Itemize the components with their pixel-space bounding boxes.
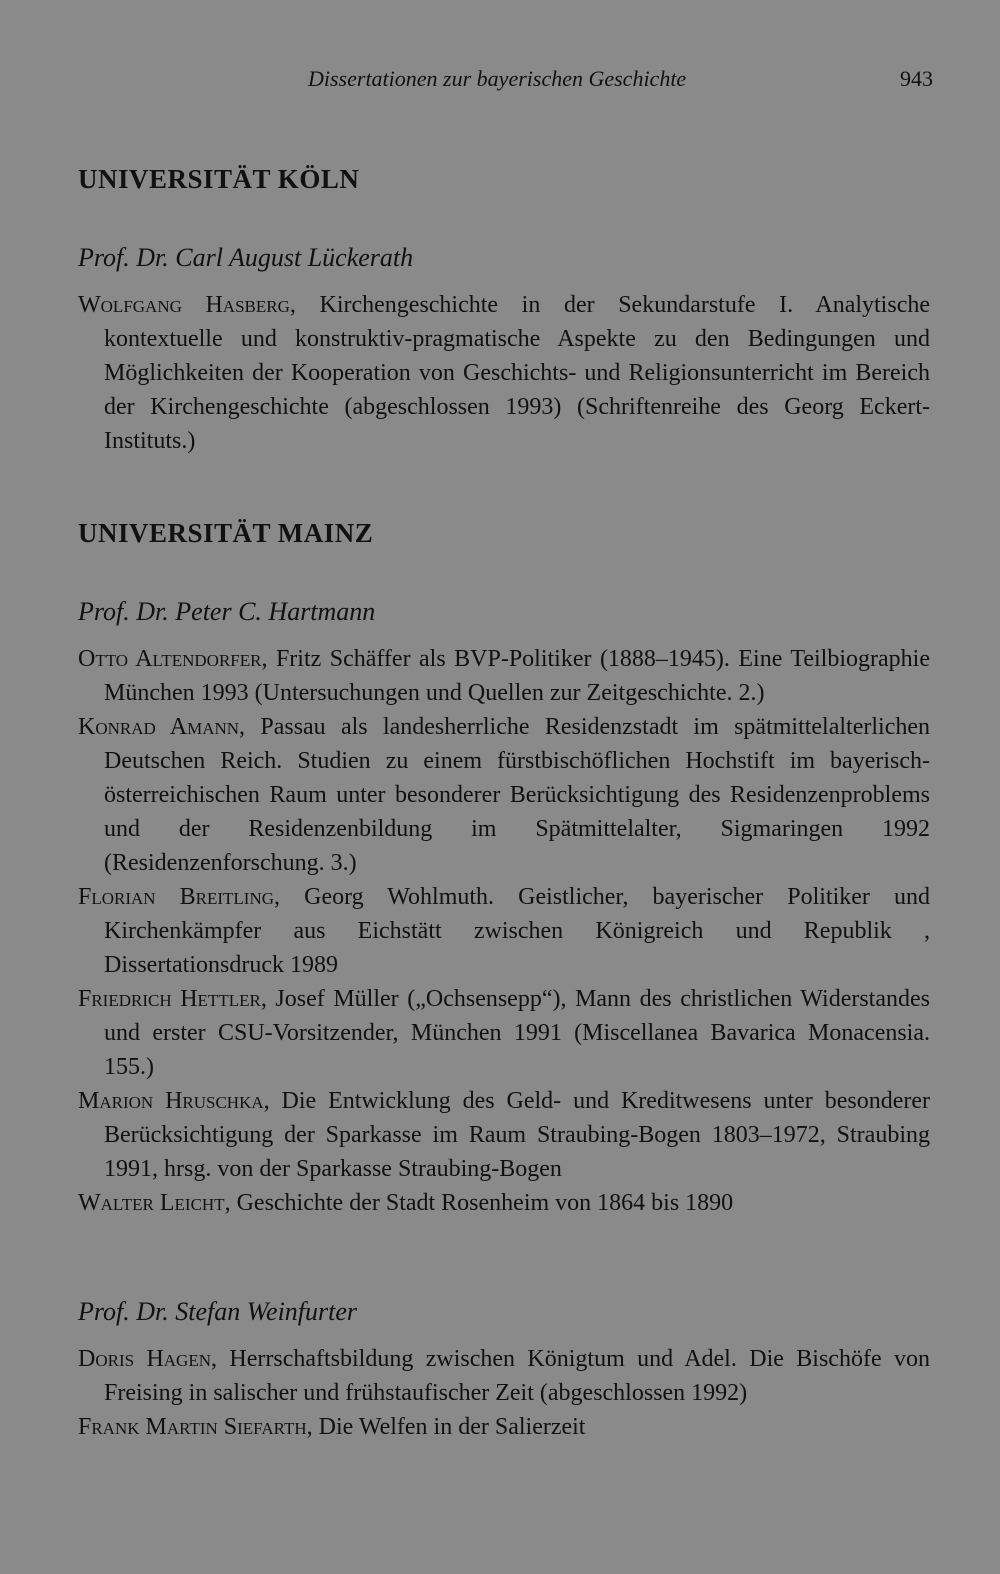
entry-text: , Geschichte der Stadt Rosenheim von 1864 bis 1890 [224, 1190, 734, 1216]
dissertation-entry [78, 288, 930, 458]
entry-text: , Die Entwicklung des Geld- und Kreditwesens unter besonderer Berücksichtigung der Sparkasse im Raum Straubing-Bogen 1803–1972, Straubing 1991, hrsg. von der Sparkasse Straubing-Bogen [104, 1088, 930, 1182]
professor-heading: Prof. Dr. Peter C. Hartmann [78, 597, 376, 626]
entry-author: Otto Altendorfer [78, 646, 262, 672]
entry-author: Doris Hagen [78, 1346, 211, 1372]
entry-author: Wolfgang Hasberg [78, 292, 290, 318]
dissertation-entry [78, 1342, 930, 1410]
entry-list [78, 1342, 930, 1444]
entry-author: Florian Breitling [78, 884, 275, 910]
dissertation-entry [78, 982, 930, 1084]
entry-author: Konrad Amann [78, 714, 240, 740]
entry-text: , Passau als landesherrliche Residenzstadt im spätmittelalterlichen Deutschen Reich. Studien zu einem fürstbischöflichen Hochstift im bayerisch-österreichischen Raum unter besonderer Berücksichtigung des Residenzenproblems und der Residenzenbildung im Spätmittelalter, Sigmaringen 1992 (Residenzenforschung. 3.) [104, 714, 930, 876]
running-header [0, 66, 1000, 96]
entry-text: , Josef Müller („Ochsensepp“), Mann des christlichen Widerstandes und erster CSU-Vorsitzender, München 1991 (Miscellanea Bavarica Monacensia. 155.) [104, 986, 930, 1080]
entry-text: , Herrschaftsbildung zwischen Königtum und Adel. Die Bischöfe von Freising in salischer und frühstaufischer Zeit (abgeschlossen 1992) [104, 1346, 930, 1406]
entry-text: , Fritz Schäffer als BVP-Politiker (1888–1945). Eine Teilbiographie München 1993 (Untersuchungen und Quellen zur Zeitgeschichte. 2.) [104, 646, 930, 706]
dissertation-entry [78, 1186, 930, 1220]
page-number: 943 [900, 66, 933, 91]
dissertation-entry [78, 1410, 930, 1444]
entry-text: , Kirchengeschichte in der Sekundarstufe I. Analytische kontextuelle und konstruktiv-pragmatische Aspekte zu den Bedingungen und Möglichkeiten der Kooperation von Geschichts- und Religionsunterricht im Bereich der Kirchengeschichte (abgeschlossen 1993) (Schriftenreihe des Georg Eckert-Instituts.) [104, 292, 930, 454]
professor-heading: Prof. Dr. Stefan Weinfurter [78, 1297, 358, 1326]
entry-list [78, 288, 930, 458]
university-heading: UNIVERSITÄT MAINZ [78, 518, 374, 548]
entry-author: Walter Leicht [78, 1190, 225, 1216]
professor-heading: Prof. Dr. Carl August Lückerath [78, 243, 414, 272]
dissertation-entry [78, 642, 930, 710]
entry-author: Frank Martin Siefarth [78, 1414, 307, 1440]
running-title: Dissertationen zur bayerischen Geschichte [308, 66, 687, 91]
dissertation-entry [78, 710, 930, 880]
dissertation-entry [78, 1084, 930, 1186]
university-heading: UNIVERSITÄT KÖLN [78, 164, 360, 194]
entry-author: Marion Hruschka [78, 1088, 264, 1114]
dissertation-list [78, 158, 930, 1444]
dissertation-entry [78, 880, 930, 982]
entry-author: Friedrich Hettler [78, 986, 261, 1012]
entry-text: , Georg Wohlmuth. Geistlicher, bayerischer Politiker und Kirchenkämpfer aus Eichstätt zwischen Königreich und Republik , Dissertationsdruck 1989 [104, 884, 930, 978]
entry-text: , Die Welfen in der Salierzeit [306, 1414, 586, 1440]
entry-list [78, 642, 930, 1220]
